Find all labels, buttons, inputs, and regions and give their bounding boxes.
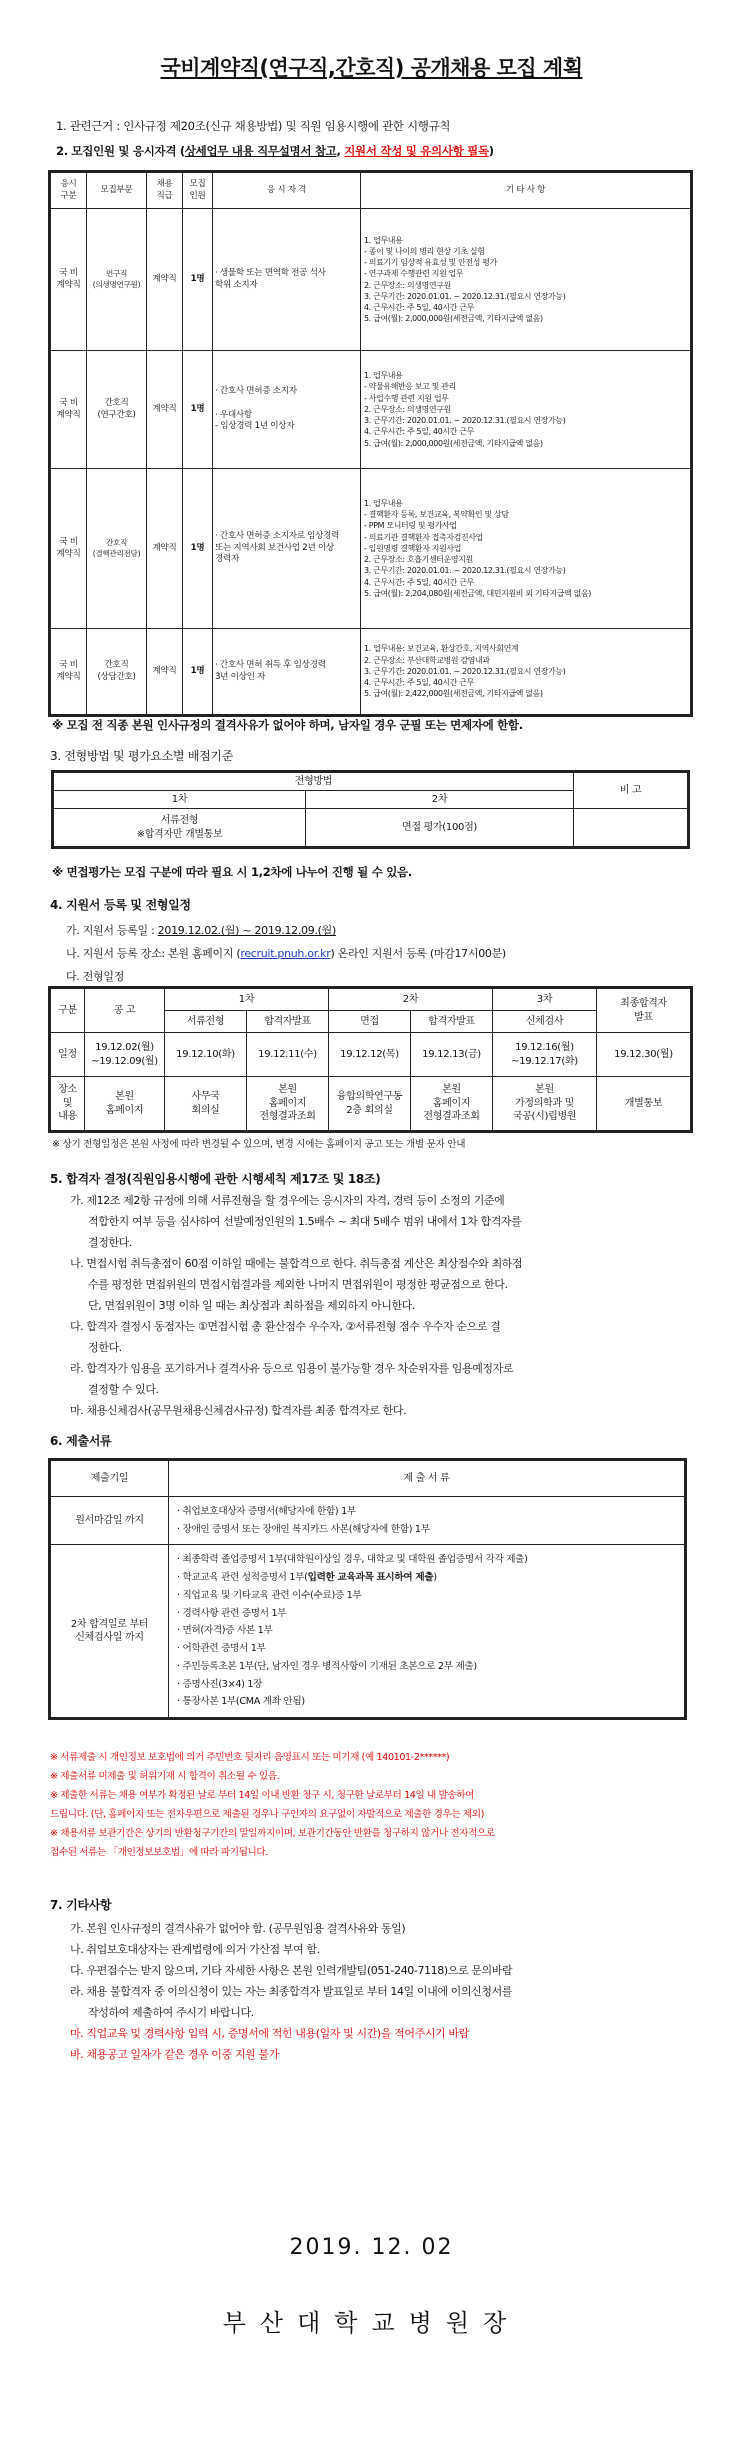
red-note: ※ 서류제출 시 개인정보 보호법에 의거 주민번호 뒷자리 음영표시 또는 미기재 (예 140101-2******)	[50, 1752, 450, 1763]
section-4-label: 4. 지원서 등록 및 전형일정	[50, 898, 191, 912]
page-title: 국비계약직(연구직,간호직) 공개채용 모집 계획	[160, 56, 583, 80]
header-interview: 면접	[329, 1011, 411, 1033]
row-grade: 계약직	[147, 209, 183, 351]
red-note: ※ 제출한 서류는 채용 여부가 확정된 날로 부터 14일 이내 반환 청구 시, 청구한 날로부터 14일 내 발송하여	[50, 1790, 474, 1801]
document-item: · 어학관련 증명서 1부	[177, 1643, 266, 1655]
registration-place-label: 나. 지원서 등록 장소: 본원 홈페이지 (	[66, 947, 241, 960]
row-grade: 계약직	[147, 351, 183, 469]
row-details: 1. 업무내용 - 결핵환자 등록, 보건교육, 복약확인 및 상담 - PPM 모니터링 및 평가사업 - 의료기관 결핵환자 접촉자검진사업 - 입원명령 결핵환자 지원사업 2. 근무장소: 호흡기센터운영지원 3. 근무기간: 2020.01.01. ~ 2020.12.31.(필요시 연장가능) 4. 근무시간: 주 5일, 40시간 근무 5. 급여(월): 2,204,080원(세전금액, 대민지원비 외 기타지급액 없음)	[361, 469, 691, 629]
header-deadline: 제출기일	[51, 1461, 169, 1497]
section-7-body	[70, 1918, 700, 2065]
document-item-transcript	[177, 1569, 676, 1587]
document-item: · 경력사항 관련 증명서 1부	[177, 1607, 287, 1619]
section-6-label: 6. 제출서류	[50, 1434, 112, 1448]
date-final: 19.12.30(월)	[597, 1033, 691, 1077]
row-qualification: · 간호사 면허 취득 후 임상경력 3년 이상인 자	[213, 629, 361, 715]
section-7	[50, 1896, 111, 1913]
table-row	[54, 773, 688, 791]
document-item: · 취업보호대상자 증명서(해당자에 한함) 1부	[177, 1506, 356, 1517]
section-6	[50, 1432, 111, 1449]
table-row	[51, 1461, 685, 1497]
section-2-comma: ,	[336, 144, 345, 158]
header-round-2: 2차	[329, 989, 493, 1011]
note-eligibility: ※ 모집 전 직종 본원 인사규정의 결격사유가 없어야 하며, 남자일 경우 군필 또는 면제자에 한함.	[52, 718, 523, 732]
deadline-2: 2차 합격일로 부터 신체검사일 까지	[51, 1545, 169, 1718]
transcript-close: )	[433, 1572, 437, 1584]
table-row	[51, 1077, 691, 1131]
red-note: 접수된 서류는 「개인정보보호법」에 따라 파기됩니다.	[50, 1847, 268, 1858]
recruit-site-link[interactable]: recruit.pnuh.or.kr	[240, 947, 331, 960]
note-interview: ※ 면접평가는 모집 구분에 따라 필요 시 1,2차에 나누어 진행 될 수 있음.	[52, 865, 412, 879]
registration-period-date: 2019.12.02.(월) ~ 2019.12.09.(월)	[157, 924, 336, 937]
table-row	[54, 809, 688, 847]
remark-cell	[574, 809, 688, 847]
round-2-header: 2차	[306, 791, 574, 809]
s7-line: 나. 취업보호대상자는 관계법령에 의거 가산점 부여 함.	[70, 1943, 320, 1956]
registration-place	[66, 945, 506, 961]
s5-line: 나. 면접시험 취득총점이 60점 이하일 때에는 불합격으로 한다. 취득총점 계산은 최상점수와 최하점	[70, 1257, 523, 1270]
section-5-label: 5. 합격자 결정(직원임용시행에 관한 시행세칙 제17조 및 18조)	[50, 1172, 381, 1186]
section-2-label: 2. 모집인원 및 응시자격 (	[56, 144, 185, 158]
date-physical: 19.12.16(월) ~19.12.17(화)	[493, 1033, 597, 1077]
row-dept: 연구직 (의생명연구원)	[87, 209, 147, 351]
section-7-label: 7. 기타사항	[50, 1898, 112, 1912]
row-type: 국 비 계약직	[51, 209, 87, 351]
place-doc: 사무국 회의실	[165, 1077, 247, 1131]
row-details: 1. 업무내용: 보건교육, 환상간호, 지역사회연계 2. 근무장소: 부산대학교병원 감염내과 3. 근무기간: 2020.01.01. ~ 2020.12.31.(필요시 연장가능) 4. 근무시간: 주 5일, 40시간 근무 5. 급여(월): 2,422,000원(세전금액, 기타지급액 없음)	[361, 629, 691, 715]
section-1-text: 인사규정 제20조(신규 채용방법) 및 직원 임용시행에 관한 시행규칙	[123, 119, 451, 133]
header-type: 응시 구분	[51, 173, 87, 209]
row-count: 1명	[183, 351, 213, 469]
section-3	[50, 747, 233, 764]
section-4	[50, 896, 191, 913]
s7-line: 다. 우편접수는 받지 않으며, 기타 자세한 사항은 본원 인력개발팀(051-240-7118)으로 문의바람	[70, 1964, 513, 1977]
positions-table-header	[51, 173, 691, 209]
round-2-cell: 면접 평가(100점)	[306, 809, 574, 847]
note-schedule: ※ 상기 전형일정은 본원 사정에 따라 변경될 수 있으며, 변경 시에는 홈페이지 공고 또는 개별 문자 안내	[52, 1139, 466, 1150]
registration-place-tail: ) 온라인 지원서 등록 (마감17시00분)	[330, 947, 506, 960]
s5-line: 수를 평정한 면접위원의 면접시험결과를 제외한 나머지 면접위원이 평정한 평균점으로 한다.	[88, 1278, 508, 1291]
s5-line: 다. 합격자 결정시 동점자는 ①면접시험 총 환산점수 우수자, ②서류전형 점수 우수자 순으로 결	[70, 1320, 501, 1333]
place-interview: 융합의학연구동 2층 회의실	[329, 1077, 411, 1131]
row-grade: 계약직	[147, 469, 183, 629]
row-dept: 간호직 (결핵관리전담)	[87, 469, 147, 629]
transcript-emphasis: 입력한 교육과목 표시하여 제출	[307, 1572, 434, 1584]
selection-method-table	[53, 772, 688, 847]
document-item: · 직업교육 및 기타교육 관련 이수(수료)증 1부	[177, 1589, 362, 1601]
registration-period-label: 가. 지원서 등록일 :	[66, 924, 158, 937]
job-description-reference: 상세업무 내용 직무설명서 참고	[184, 144, 337, 158]
announcement-date: 2019. 12. 02	[289, 2235, 454, 2260]
registration-period	[66, 922, 336, 938]
row-type: 국 비 계약직	[51, 351, 87, 469]
row-count: 1명	[183, 209, 213, 351]
date-gonggo: 19.12.02(월) ~19.12.09(월)	[85, 1033, 165, 1077]
document-red-notes	[50, 1748, 710, 1862]
row-grade: 계약직	[147, 629, 183, 715]
row-count: 1명	[183, 469, 213, 629]
row-label-date: 일정	[51, 1033, 85, 1077]
section-5-body	[70, 1190, 700, 1421]
s5-line: 결정한다.	[88, 1236, 133, 1249]
header-qualification: 응 시 자 격	[213, 173, 361, 209]
section-3-label: 3. 전형방법 및 평가요소별 배점기준	[50, 749, 233, 763]
row-type: 국 비 계약직	[51, 469, 87, 629]
header-documents: 제 출 서 류	[169, 1461, 685, 1497]
row-qualification: · 생물학 또는 면역학 전공 석사 학위 소지자	[213, 209, 361, 351]
method-header: 전형방법	[54, 773, 574, 791]
s5-line: 결정할 수 있다.	[88, 1383, 159, 1396]
document-item: · 주민등록초본 1부(단, 남자인 경우 병적사항이 기재된 초본으로 2부 제출)	[177, 1660, 477, 1672]
header-round-1: 1차	[165, 989, 329, 1011]
header-gonggo: 공 고	[85, 989, 165, 1033]
document-item: · 장애인 증명서 또는 장애인 복지카드 사본(해당자에 한함) 1부	[177, 1523, 430, 1535]
s5-line: 라. 합격자가 임용을 포기하거나 결격사유 등으로 임용이 불가능할 경우 차순위자를 임용예정자로	[70, 1362, 514, 1375]
document-item: · 최종학력 졸업증명서 1부(대학원이상일 경우, 대학교 및 대학원 졸업증명서 각각 제출)	[177, 1554, 528, 1566]
header-round-3: 3차	[493, 989, 597, 1011]
red-note: ※ 제출서류 미제출 및 허위기재 시 합격이 취소될 수 있음.	[50, 1771, 280, 1782]
positions-table	[50, 172, 691, 715]
issuer-signature: 부산대학교병원장	[222, 2309, 521, 2337]
s5-line: 단, 면접위원이 3명 이하 일 때는 최상점과 최하점을 제외하지 아니한다.	[88, 1299, 415, 1312]
document-screening: 서류전형	[160, 815, 199, 826]
documents-table	[50, 1460, 685, 1718]
s5-line: 마. 채용신체검사(공무원채용신체검사규정) 합격자를 최종 합격자로 한다.	[70, 1404, 407, 1417]
date-interview: 19.12.12(목)	[329, 1033, 411, 1077]
pass-notice: ※합격자만 개별통보	[136, 828, 223, 840]
table-row	[51, 209, 691, 351]
transcript-text: · 학교교육 관련 성적증명서 1부(	[177, 1572, 308, 1584]
round-1-cell	[54, 809, 306, 847]
table-row	[51, 469, 691, 629]
document-item: · 면허(자격)증 사본 1부	[177, 1625, 273, 1637]
header-doc-pass: 합격자발표	[247, 1011, 329, 1033]
s7-line: 가. 본원 인사규정의 결격사유가 없어야 함. (공무원임용 결격사유와 동일)	[70, 1922, 406, 1935]
table-row	[51, 1545, 685, 1718]
schedule-table	[50, 988, 691, 1131]
deadline-1: 원서마감일 까지	[51, 1497, 169, 1545]
row-qualification: · 간호사 면허증 소지자 · 우대사항 - 임상경력 1년 이상자	[213, 351, 361, 469]
header-interview-pass: 합격자발표	[411, 1011, 493, 1033]
row-dept: 간호직 (연구간호)	[87, 351, 147, 469]
s7-red-line: 바. 채용공고 일자가 같은 경우 이중 지원 불가	[70, 2048, 279, 2061]
place-gonggo: 본원 홈페이지	[85, 1077, 165, 1131]
s7-line: 라. 채용 불합격자 중 이의신청이 있는 자는 최종합격자 발표일로 부터 14일 이내에 이의신청서를	[70, 1985, 513, 1998]
date-doc: 19.12.10(화)	[165, 1033, 247, 1077]
document-item: · 통장사본 1부(CMA 계좌 안됨)	[177, 1696, 305, 1708]
s5-line: 정한다.	[88, 1341, 122, 1354]
row-label-place: 장소 및 내용	[51, 1077, 85, 1131]
header-dept: 모집부문	[87, 173, 147, 209]
header-details: 기 타 사 항	[361, 173, 691, 209]
row-qualification: · 간호사 면허증 소지자로 임상경력 또는 지역사회 보건사업 2년 이상 경력자	[213, 469, 361, 629]
section-5	[50, 1170, 380, 1187]
red-note: ※ 채용서류 보관기간은 상기의 반환청구기간의 말일까지이며, 보관기간동안 반환을 청구하지 않거나 전자적으로	[50, 1828, 495, 1839]
date-interview-pass: 19.12.13(금)	[411, 1033, 493, 1077]
header-count: 모집 인원	[183, 173, 213, 209]
section-2	[56, 143, 494, 159]
documents-1	[169, 1497, 685, 1545]
row-count: 1명	[183, 629, 213, 715]
red-note: 드립니다. (단, 홈페이지 또는 전자우편으로 제출된 경우나 구인자의 요구없이 자발적으로 제출한 경우는 제외)	[50, 1809, 484, 1820]
place-physical: 본원 가정의학과 및 국공(시)립병원	[493, 1077, 597, 1131]
round-1-header: 1차	[54, 791, 306, 809]
section-2-close: )	[488, 144, 494, 158]
table-row	[51, 1497, 685, 1545]
s7-red-line: 마. 직업교육 및 경력사항 입력 시, 증명서에 적힌 내용(일자 및 시간)을 적어주시기 바람	[70, 2027, 469, 2040]
date-doc-pass: 19.12.11(수)	[247, 1033, 329, 1077]
table-row	[51, 351, 691, 469]
application-notice-reference: 지원서 작성 및 유의사항 필독	[344, 144, 489, 158]
header-final: 최종합격자 발표	[597, 989, 691, 1033]
place-final: 개별통보	[597, 1077, 691, 1131]
s5-line: 적합한지 여부 등을 심사하여 선발예정인원의 1.5배수 ~ 최대 5배수 범위 내에서 1차 합격자를	[88, 1215, 522, 1228]
table-row	[51, 1033, 691, 1077]
row-type: 국 비 계약직	[51, 629, 87, 715]
remark-header: 비 고	[574, 773, 688, 809]
place-interview-pass: 본원 홈페이지 전형결과조회	[411, 1077, 493, 1131]
table-row	[51, 629, 691, 715]
row-details: 1. 업무내용 - 종이 및 나이의 병리 현상 기초 실험 - 의료기기 임상적 유효성 및 안전성 평가 - 연구과제 수행관련 지원 업무 2. 근무장소: 의생명연구원 3. 근무기간: 2020.01.01. ~ 2020.12.31.(필요시 연장가능) 4. 근무시간: 주 5일, 40시간 근무 5. 급여(월): 2,000,000원(세전금액, 기타지급액 없음)	[361, 209, 691, 351]
documents-2	[169, 1545, 685, 1718]
s7-line: 작성하여 제출하여 주시기 바랍니다.	[88, 2006, 254, 2019]
section-1-label: 1. 관련근거 :	[56, 119, 120, 133]
row-details: 1. 업무내용 - 약물유해반응 보고 및 관리 - 사업수행 관련 지원 업무 2. 근무장소: 의생명연구원 3. 근무기간: 2020.01.01. ~ 2020.12.31.(필요시 연장가능) 4. 근무시간: 주 5일, 40시간 근무 5. 급여(월): 2,000,000원(세전금액, 기타지급액 없음)	[361, 351, 691, 469]
table-row	[51, 989, 691, 1011]
place-doc-pass: 본원 홈페이지 전형결과조회	[247, 1077, 329, 1131]
schedule-label: 다. 전형일정	[66, 970, 125, 983]
section-1	[56, 118, 450, 134]
header-doc: 서류전형	[165, 1011, 247, 1033]
header-physical: 신체검사	[493, 1011, 597, 1033]
s5-line: 가. 제12조 제2항 규정에 의해 서류전형을 할 경우에는 응시자의 자격, 경력 등이 소정의 기준에	[70, 1194, 505, 1207]
header-grade: 채용 직급	[147, 173, 183, 209]
header-gubun: 구분	[51, 989, 85, 1033]
document-item: · 증명사진(3×4) 1장	[177, 1678, 263, 1690]
row-dept: 간호직 (상담간호)	[87, 629, 147, 715]
